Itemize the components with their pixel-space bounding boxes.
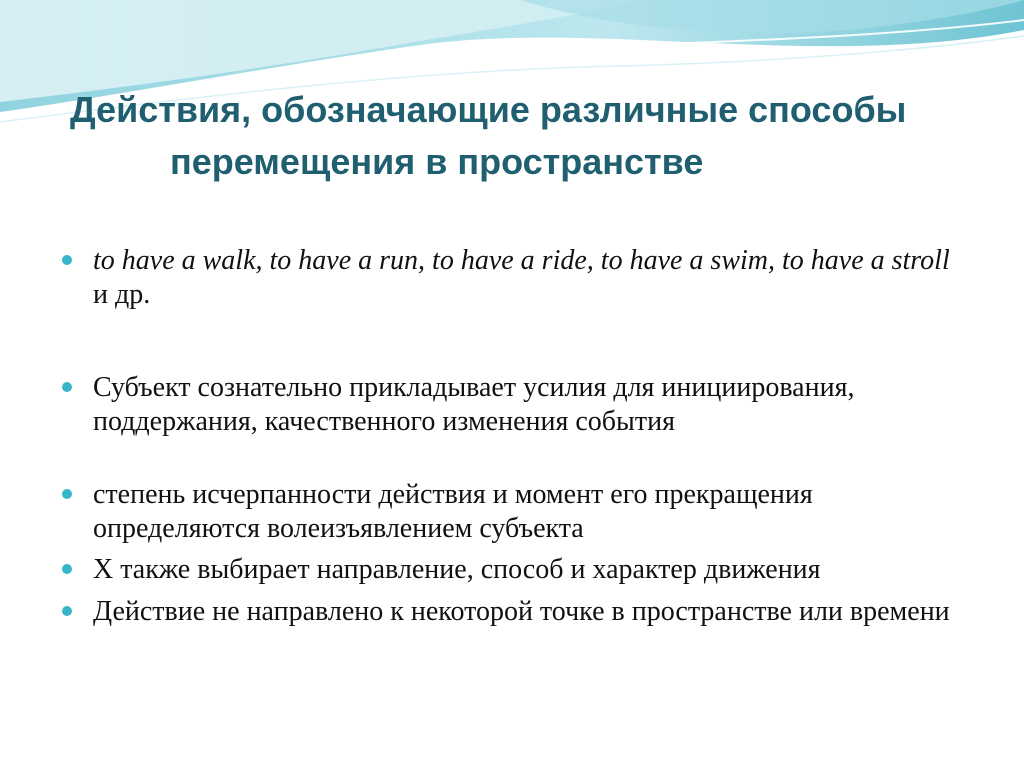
bullet-dot-icon: [62, 489, 72, 499]
list-item-text: [93, 244, 962, 312]
list-item-text: Х также выбирает направление, способ и характер движения: [93, 554, 821, 585]
list-item-text: Субъект сознательно прикладывает усилия для инициирования, поддержания, качественного изменения события: [93, 372, 855, 437]
slide-title-line1: Действия, обозначающие различные способы: [70, 89, 907, 130]
list-item: [62, 553, 962, 587]
list-item: [62, 595, 962, 629]
list-item-suffix: и др.: [93, 279, 151, 310]
bullet-dot-icon: [62, 255, 72, 265]
list-item-text: степень исчерпанности действия и момент его прекращения определяются волеизъявлением субъекта: [93, 479, 813, 544]
list-item: [62, 244, 962, 312]
list-item-italic-text: to have a walk, to have a run, to have a ride, to have a swim, to have a stroll: [93, 245, 950, 276]
slide-title-line2: перемещения в пространстве: [170, 141, 704, 182]
slide-title: [0, 84, 1024, 188]
bullet-dot-icon: [62, 606, 72, 616]
list-item: [62, 478, 962, 546]
bullet-dot-icon: [62, 564, 72, 574]
list-item: [62, 371, 962, 439]
list-item-text: Действие не направлено к некоторой точке в пространстве или времени: [93, 596, 950, 627]
bullet-dot-icon: [62, 382, 72, 392]
